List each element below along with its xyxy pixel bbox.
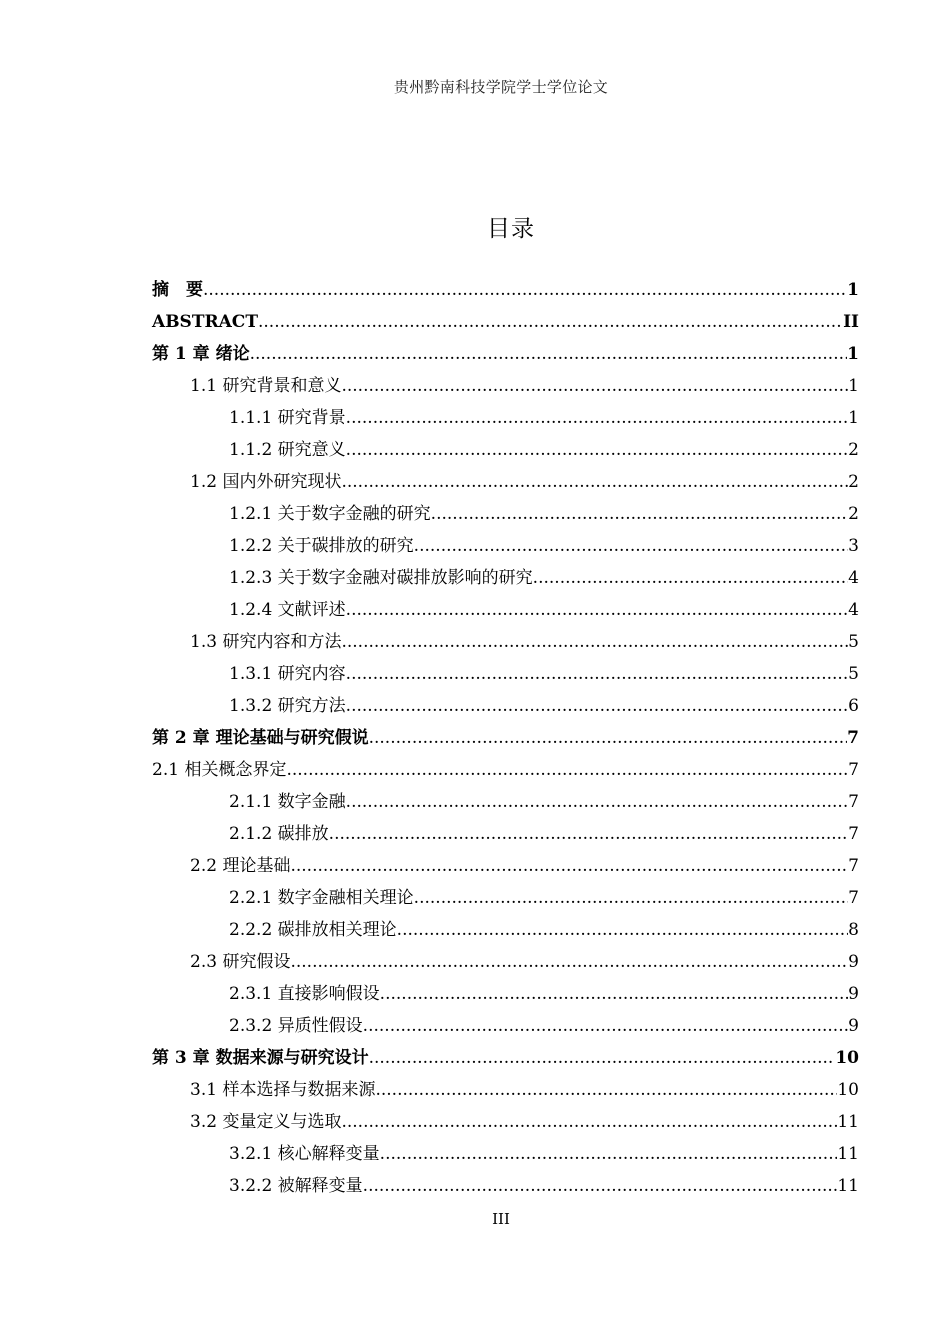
toc-entry[interactable] [152,1010,859,1042]
toc-dot-leader [369,722,848,754]
page-number: III [492,1210,510,1228]
toc-dot-leader [397,914,849,946]
toc-entry-label: 3.2 变量定义与选取 [190,1112,342,1132]
toc-entry-label: 1.2.4 文献评述 [229,600,346,620]
toc-dot-leader [363,1010,849,1042]
toc-entry[interactable] [152,690,859,722]
toc-dot-leader [341,1106,837,1138]
toc-entry-page: 6 [848,696,859,716]
toc-entry[interactable] [152,370,859,402]
toc-entry[interactable] [152,914,859,946]
toc-entry-label: 1.1.1 研究背景 [229,408,346,428]
toc-entry-label: 1.2.2 关于碳排放的研究 [229,536,414,556]
toc-dot-leader [346,658,849,690]
toc-entry[interactable] [152,818,859,850]
table-of-contents [152,274,859,1202]
toc-entry[interactable] [152,882,859,914]
toc-entry[interactable] [152,754,859,786]
toc-entry-label: 1.1 研究背景和意义 [190,376,342,396]
toc-dot-leader [363,1170,838,1202]
toc-entry-label: 1.2.3 关于数字金融对碳排放影响的研究 [229,568,533,588]
toc-dot-leader [369,1042,836,1074]
toc-entry-label: 1.2 国内外研究现状 [190,472,342,492]
toc-entry[interactable] [152,658,859,690]
toc-dot-leader [346,690,849,722]
toc-entry-page: 10 [835,1048,859,1068]
toc-entry-page: 7 [848,824,859,844]
toc-entry-label: 1.3.1 研究内容 [229,664,346,684]
toc-entry-page: 4 [848,600,859,620]
toc-dot-leader [533,562,849,594]
toc-dot-leader [380,978,849,1010]
toc-entry[interactable] [152,1074,859,1106]
toc-entry-label: 2.1.1 数字金融 [229,792,346,812]
toc-dot-leader [341,370,848,402]
toc-entry-label: 摘 要 [152,280,203,300]
toc-dot-leader [431,498,849,530]
toc-entry-label: 3.2.1 核心解释变量 [229,1144,380,1164]
toc-dot-leader [290,850,848,882]
toc-entry-page: 2 [848,472,859,492]
toc-entry-label: 1.3 研究内容和方法 [190,632,342,652]
toc-entry-label: 1.2.1 关于数字金融的研究 [229,504,431,524]
toc-entry-page: 1 [848,408,859,428]
toc-entry-page: 7 [848,760,859,780]
toc-dot-leader [375,1074,837,1106]
toc-entry-label: 第 3 章 数据来源与研究设计 [152,1048,369,1068]
toc-entry[interactable] [152,1106,859,1138]
toc-dot-leader [380,1138,838,1170]
toc-dot-leader [346,434,849,466]
toc-entry-page: 5 [848,632,859,652]
toc-entry[interactable] [152,946,859,978]
toc-entry-page: 11 [837,1112,859,1132]
toc-entry-label: 2.3 研究假设 [190,952,291,972]
toc-entry[interactable] [152,306,859,338]
toc-dot-leader [290,946,848,978]
toc-entry-label: 2.3.1 直接影响假设 [229,984,380,1004]
toc-entry-page: 7 [848,888,859,908]
toc-entry[interactable] [152,530,859,562]
toc-entry-page: 2 [848,504,859,524]
toc-entry-label: 1.1.2 研究意义 [229,440,346,460]
toc-dot-leader [203,274,847,306]
toc-entry[interactable] [152,722,859,754]
toc-entry[interactable] [152,466,859,498]
toc-entry-page: 5 [848,664,859,684]
toc-entry-label: 2.2 理论基础 [190,856,291,876]
toc-entry[interactable] [152,626,859,658]
toc-entry-page: 9 [848,984,859,1004]
toc-entry-page: 11 [837,1144,859,1164]
toc-entry-page: 3 [848,536,859,556]
toc-dot-leader [258,306,843,338]
toc-entry[interactable] [152,850,859,882]
toc-entry-label: 2.2.2 碳排放相关理论 [229,920,397,940]
toc-entry-label: 2.3.2 异质性假设 [229,1016,363,1036]
toc-dot-leader [329,818,849,850]
toc-dot-leader [341,466,848,498]
toc-entry-page: 11 [837,1176,859,1196]
toc-entry-label: 3.1 样本选择与数据来源 [190,1080,376,1100]
toc-entry[interactable] [152,786,859,818]
toc-dot-leader [414,882,849,914]
toc-entry-page: 7 [848,792,859,812]
toc-entry[interactable] [152,594,859,626]
toc-entry[interactable] [152,1138,859,1170]
toc-entry-label: ABSTRACT [152,312,258,332]
running-header: 贵州黔南科技学院学士学位论文 [393,78,609,96]
toc-entry-page: 7 [847,728,859,748]
toc-entry-label: 2.1 相关概念界定 [152,760,287,780]
toc-entry[interactable] [152,562,859,594]
toc-dot-leader [346,402,849,434]
toc-entry-label: 2.1.2 碳排放 [229,824,329,844]
toc-dot-leader [286,754,848,786]
toc-entry-page: 9 [848,952,859,972]
toc-entry[interactable] [152,1170,859,1202]
toc-dot-leader [341,626,848,658]
toc-entry-page: 10 [837,1080,859,1100]
toc-entry[interactable] [152,978,859,1010]
toc-entry-page: 7 [848,856,859,876]
toc-entry[interactable] [152,402,859,434]
toc-entry-label: 第 1 章 绪论 [152,344,250,364]
toc-entry-label: 2.2.1 数字金融相关理论 [229,888,414,908]
toc-dot-leader [414,530,849,562]
toc-entry-page: 9 [848,1016,859,1036]
toc-entry-page: 1 [847,344,859,364]
toc-entry[interactable] [152,498,859,530]
toc-entry-label: 1.3.2 研究方法 [229,696,346,716]
toc-dot-leader [346,786,849,818]
toc-dot-leader [250,338,848,370]
toc-dot-leader [346,594,849,626]
toc-entry-page: 1 [847,280,859,300]
toc-entry-page: 1 [848,376,859,396]
toc-entry-page: 2 [848,440,859,460]
toc-entry-page: 4 [848,568,859,588]
toc-entry[interactable] [152,1042,859,1074]
toc-entry[interactable] [152,338,859,370]
page-title: 目录 [487,216,535,242]
toc-entry[interactable] [152,434,859,466]
toc-entry-label: 第 2 章 理论基础与研究假说 [152,728,369,748]
toc-entry-page: II [843,312,859,332]
toc-entry-label: 3.2.2 被解释变量 [229,1176,363,1196]
toc-entry-page: 8 [848,920,859,940]
toc-entry[interactable] [152,274,859,306]
